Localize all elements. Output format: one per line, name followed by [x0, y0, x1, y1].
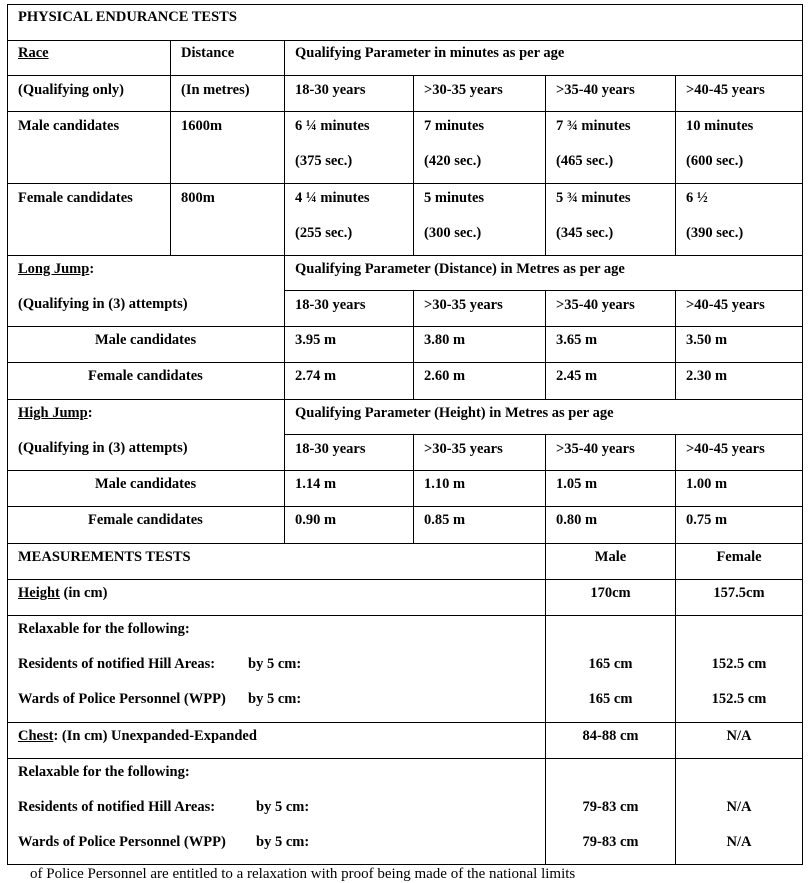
race-female-distance: 800m — [171, 184, 285, 256]
hj-age-4: >40-45 years — [676, 435, 803, 471]
race-female-sec-2: (300 sec.) — [424, 225, 482, 241]
race-female-sec-4: (390 sec.) — [686, 225, 744, 241]
chest-female: N/A — [676, 723, 803, 759]
hj-female-label: Female candidates — [8, 507, 285, 544]
hj-female-1: 0.90 m — [285, 507, 414, 544]
height-male: 170cm — [546, 580, 676, 616]
race-male-time-2: 7 minutes — [424, 118, 485, 134]
hj-female-3: 0.80 m — [546, 507, 676, 544]
high-jump-male-row — [8, 471, 803, 507]
cut-off-text: of Police Personnel are entitled to a relaxation with proof being made of the national limits — [30, 866, 576, 882]
race-age-4: >40-45 years — [676, 76, 803, 112]
lj-age-3: >35-40 years — [546, 291, 676, 327]
lj-male-label: Male candidates — [8, 327, 285, 363]
race-header-row — [8, 41, 803, 76]
race-female-sec-3: (345 sec.) — [556, 225, 614, 241]
long-jump-sub: (Qualifying in (3) attempts) — [18, 296, 188, 312]
chest-relax-1-female: N/A — [726, 799, 752, 815]
race-male-sec-2: (420 sec.) — [424, 153, 482, 169]
lj-female-2: 2.60 m — [414, 363, 546, 400]
chest-relax-1-male: 79-83 cm — [582, 799, 639, 815]
height-relax-2-label: Wards of Police Personnel (WPP) — [18, 691, 226, 707]
measurements-header-row — [8, 544, 803, 580]
race-sub: (Qualifying only) — [8, 76, 171, 112]
height-row — [8, 580, 803, 616]
title-row — [8, 5, 803, 41]
female-header: Female — [676, 544, 803, 580]
hj-age-1: 18-30 years — [285, 435, 414, 471]
chest-relax-1-label: Residents of notified Hill Areas: — [18, 799, 216, 815]
hj-male-3: 1.05 m — [546, 471, 676, 507]
height-unit: (in cm) — [63, 585, 108, 601]
long-jump-param-title: Qualifying Parameter (Distance) in Metres as per age — [285, 256, 803, 291]
long-jump-header-row: Long Jump: (Qualifying in (3) attempts) Qualifying Parameter (Distance) in Metres as per age — [8, 256, 803, 291]
hj-male-2: 1.10 m — [414, 471, 546, 507]
chest-relax-title: Relaxable for the following: — [18, 764, 190, 780]
long-jump-male-row — [8, 327, 803, 363]
high-jump-label: High Jump — [18, 405, 88, 421]
height-relax-2-by: by 5 cm: — [248, 691, 302, 707]
lj-male-4: 3.50 m — [676, 327, 803, 363]
height-relax-1-male: 165 cm — [588, 656, 633, 672]
race-age-1: 18-30 years — [285, 76, 414, 112]
chest-relax-1-by: by 5 cm: — [256, 799, 310, 815]
height-relax-1-label: Residents of notified Hill Areas: — [18, 656, 216, 672]
male-header: Male — [546, 544, 676, 580]
lj-female-4: 2.30 m — [676, 363, 803, 400]
race-female-row — [8, 184, 803, 256]
lj-female-3: 2.45 m — [546, 363, 676, 400]
high-jump-sub: (Qualifying in (3) attempts) — [18, 440, 188, 456]
race-female-time-1: 4 ¼ minutes — [295, 190, 370, 206]
chest-relax-2-male: 79-83 cm — [582, 834, 639, 850]
chest-relax-2-by: by 5 cm: — [256, 834, 310, 850]
high-jump-header-row: High Jump: (Qualifying in (3) attempts) Qualifying Parameter (Height) in Metres as per age — [8, 400, 803, 435]
high-jump-female-row — [8, 507, 803, 544]
chest-relax-2-label: Wards of Police Personnel (WPP) — [18, 834, 226, 850]
race-male-time-4: 10 minutes — [686, 118, 754, 134]
hj-male-label: Male candidates — [8, 471, 285, 507]
hj-male-1: 1.14 m — [285, 471, 414, 507]
lj-female-label: Female candidates — [8, 363, 285, 400]
race-label: Race — [18, 45, 49, 61]
height-label: Height — [18, 585, 60, 601]
lj-male-1: 3.95 m — [285, 327, 414, 363]
long-jump-label: Long Jump — [18, 261, 90, 277]
height-relax-title: Relaxable for the following: — [18, 621, 190, 637]
race-male-time-3: 7 ¾ minutes — [556, 118, 631, 134]
height-relax-1-by: by 5 cm: — [248, 656, 302, 672]
lj-age-2: >30-35 years — [414, 291, 546, 327]
chest-male: 84-88 cm — [546, 723, 676, 759]
height-relax-row — [8, 616, 803, 723]
chest-relax-row — [8, 759, 803, 865]
race-age-3: >35-40 years — [546, 76, 676, 112]
race-male-sec-3: (465 sec.) — [556, 153, 614, 169]
chest-rest: : (In cm) Unexpanded-Expanded — [53, 728, 257, 744]
race-male-sec-1: (375 sec.) — [295, 153, 353, 169]
hj-age-2: >30-35 years — [414, 435, 546, 471]
height-relax-1-female: 152.5 cm — [711, 656, 767, 672]
long-jump-female-row — [8, 363, 803, 400]
endurance-table — [7, 4, 803, 865]
race-female-time-4: 6 ½ — [686, 190, 708, 206]
chest-relax-2-female: N/A — [726, 834, 752, 850]
race-female-label: Female candidates — [8, 184, 171, 256]
hj-male-4: 1.00 m — [676, 471, 803, 507]
high-jump-param-title: Qualifying Parameter (Height) in Metres as per age — [285, 400, 803, 435]
distance-sub: (In metres) — [171, 76, 285, 112]
height-relax-2-female: 152.5 cm — [711, 691, 767, 707]
lj-male-2: 3.80 m — [414, 327, 546, 363]
lj-female-1: 2.74 m — [285, 363, 414, 400]
measurements-title: MEASUREMENTS TESTS — [8, 544, 546, 580]
chest-row — [8, 723, 803, 759]
distance-label: Distance — [171, 41, 285, 76]
race-female-time-3: 5 ¾ minutes — [556, 190, 631, 206]
page-title: PHYSICAL ENDURANCE TESTS — [8, 5, 803, 41]
race-male-time-1: 6 ¼ minutes — [295, 118, 370, 134]
race-female-time-2: 5 minutes — [424, 190, 485, 206]
race-male-sec-4: (600 sec.) — [686, 153, 744, 169]
height-female: 157.5cm — [676, 580, 803, 616]
hj-female-4: 0.75 m — [676, 507, 803, 544]
race-male-distance: 1600m — [171, 112, 285, 184]
lj-age-1: 18-30 years — [285, 291, 414, 327]
race-female-sec-1: (255 sec.) — [295, 225, 353, 241]
chest-label: Chest — [18, 728, 54, 744]
race-age-2: >30-35 years — [414, 76, 546, 112]
race-age-row — [8, 76, 803, 112]
height-relax-2-male: 165 cm — [588, 691, 633, 707]
hj-female-2: 0.85 m — [414, 507, 546, 544]
lj-age-4: >40-45 years — [676, 291, 803, 327]
hj-age-3: >35-40 years — [546, 435, 676, 471]
race-param-title: Qualifying Parameter in minutes as per age — [285, 41, 803, 76]
race-male-row — [8, 112, 803, 184]
race-male-label: Male candidates — [8, 112, 171, 184]
lj-male-3: 3.65 m — [546, 327, 676, 363]
